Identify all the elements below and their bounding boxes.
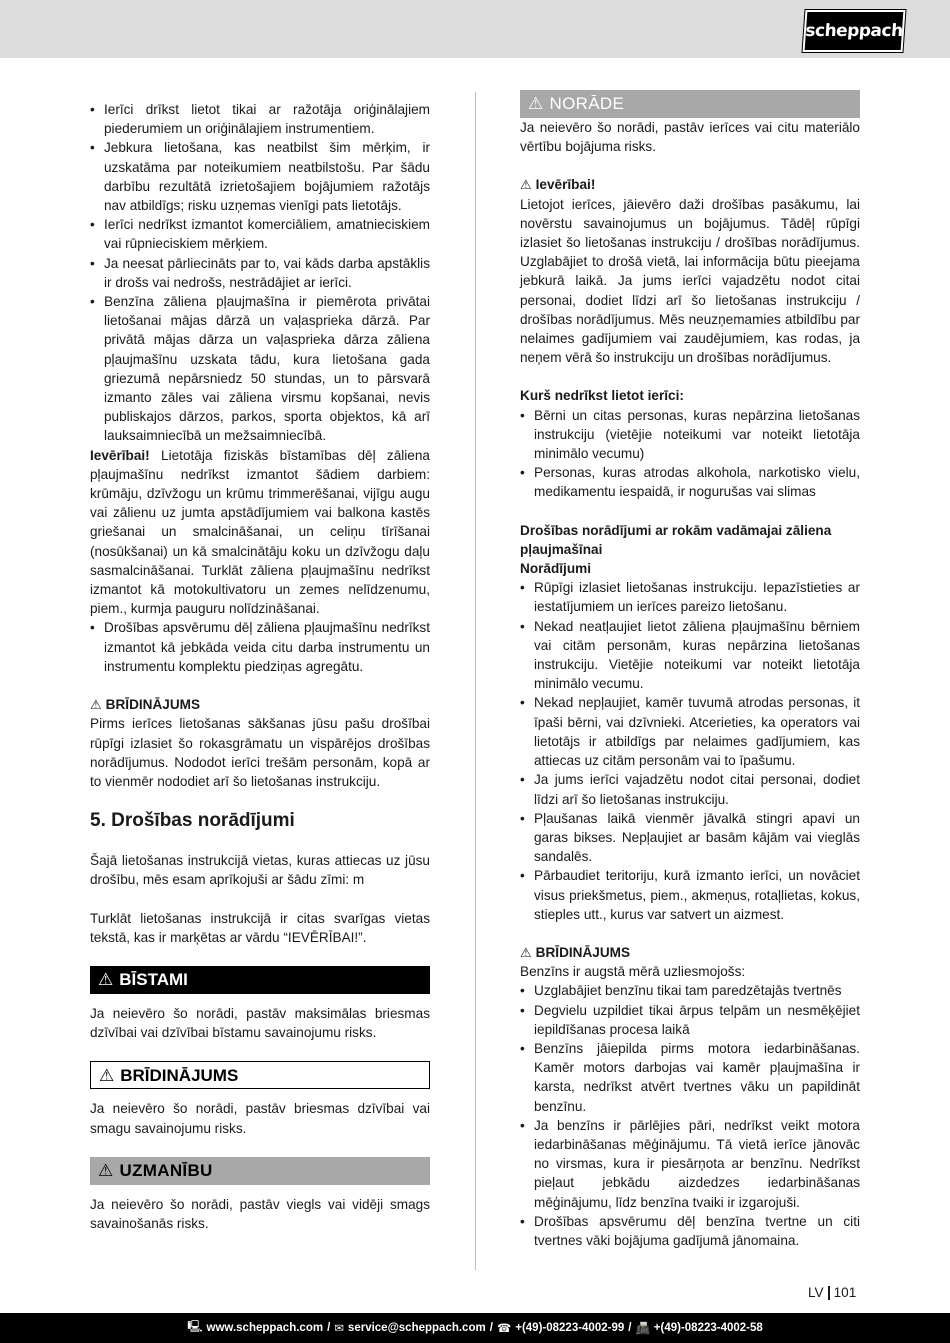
- notice-banner: [520, 90, 860, 118]
- list-item: • Nekad neatļaujiet lietot zāliena pļaujmašīnu bērniem vai citām personām, kuras nepārzina lietošanas instrukciju. Vietējie noteikumi var noteikt lietotāja minimālo vecumu.: [520, 617, 860, 694]
- caution-banner: [90, 1157, 430, 1185]
- danger-text: Ja neievēro šo norādi, pastāv maksimālas briesmas dzīvībai vai dzīvībai bīstamu savainojumu risks.: [90, 1005, 430, 1041]
- page-number-separator: [828, 1286, 830, 1300]
- list-item: • Ja benzīns ir pārlējies pāri, nedrīkst veikt motora iedarbināšanas mēģinājumu. Tā vietā ierīce jānovāc no virsmas, kura ir piesārņota ar benzīnu. Nedrīkst pieļaut jebkādu aizdedzes iedarbināšanas mēģinājumu, līdz benzīna tvaiki ir izgarojuši.: [520, 1116, 860, 1212]
- page-number: [808, 1285, 856, 1300]
- fuel-warning-intro: Benzīns ir augstā mērā uzliesmojošs:: [520, 964, 746, 980]
- scheppach-logo: scheppach: [803, 10, 906, 52]
- usage-bullet-list-2: [90, 618, 430, 676]
- list-item: • Pļaušanas laikā vienmēr jāvalkā stingri apavi un garas bikses. Nepļaujiet ar basām kājām vai vieglās sandalēs.: [520, 809, 860, 867]
- list-item: • Ja neesat pārliecināts par to, vai kāds darba apstāklis ir drošs vai nedrošs, nestrādājiet ar ierīci.: [90, 254, 430, 292]
- who-list: [520, 406, 860, 502]
- warning-title: BRĪDINĀJUMS: [105, 697, 201, 713]
- footer-website[interactable]: www.scheppach.com: [206, 1322, 324, 1334]
- list-item: • Ierīci nedrīkst izmantot komerciāliem, amatnieciskiem vai rūpnieciskiem mērķiem.: [90, 215, 430, 253]
- list-item: • Bērni un citas personas, kuras nepārzina lietošanas instrukciju (vietējie noteikumi var noteikt lietotāja minimālo vecumu): [520, 406, 860, 464]
- who-title: Kurš nedrīkst lietot ierīci:: [520, 388, 684, 404]
- fuel-warning-title: BRĪDINĀJUMS: [535, 944, 631, 960]
- warning-triangle-icon: ⚠: [520, 177, 532, 193]
- attention-text: Lietojot ierīces, jāievēro daži drošības pasākumu, lai novērstu savainojumus un bojājumus. Tādēļ rūpīgi izlasiet šo lietošanas instrukciju / drošības norādījumus. Uzglabājiet to drošā vietā, lai informācija būtu pieejama jebkurā laikā. Ja jums ierīci vajadzētu nodot citai personai, dodiet līdzi arī šo lietošanas instrukciju / drošības norādījumus. Mēs neuzņemamies atbildību par nelaimes gadījumiem vai zaudējumiem, kas rodas, ja neņem vērā šo instrukciju un drošības norādījumus.: [520, 196, 860, 366]
- warning-banner-text: Ja neievēro šo norādi, pastāv briesmas dzīvībai vai smagu savainojumu risks.: [90, 1101, 430, 1136]
- safety-subtitle: Norādījumi: [520, 561, 591, 577]
- footer-separator: /: [628, 1322, 632, 1334]
- danger-label: BĪSTAMI: [119, 970, 188, 990]
- list-item: • Jebkura lietošana, kas neatbilst šim mērķim, ir uzskatāma par noteikumiem neatbilstošu. Par šādu darbību rezultātā izrietošajiem bojājumiem ražotājs nav atbildīgs; risku uzņemas vienīgi pats lietotājs.: [90, 138, 430, 215]
- list-item: • Degvielu uzpildiet tikai ārpus telpām un nesmēķējiet iepildīšanas procesa laikā: [520, 1001, 860, 1039]
- list-item: • Rūpīgi izlasiet lietošanas instrukciju. Iepazīstieties ar iestatījumiem un ierīces pareizo lietošanu.: [520, 578, 860, 616]
- caution-text: Ja neievēro šo norādi, pastāv viegls vai vidēji smags savainošanās risks.: [90, 1196, 430, 1231]
- header-bar: [0, 0, 950, 58]
- danger-banner: [90, 966, 430, 994]
- section-paragraph-1: Šajā lietošanas instrukcijā vietas, kuras attiecas uz jūsu drošību, mēs esam aprīkojuši ar šādu zīmi: m: [90, 853, 430, 888]
- warning-banner: [90, 1061, 430, 1089]
- page-number-value: 101: [833, 1285, 857, 1300]
- footer-email[interactable]: service@scheppach.com: [347, 1322, 486, 1334]
- warning-heading: [90, 695, 430, 714]
- list-item: • Benzīna zāliena pļaujmašīna ir piemērota privātai lietošanai mājas dārzā un vaļasprieka dārzā. Par privātā mājas dārza un vaļasprieka dārza zāliena pļaujmašīnu uzskata tādu, kura lietošana gada griezumā nepārsniedz 50 stundas, un to pārsvarā izmanto zāles vai zāliena virsmu kopšanai, nevis publiskajos dārzos, parkos, sporta objektos, kā arī lauksaimniecībā un mežsaimniecībā.: [90, 292, 430, 446]
- warning-triangle-icon: ⚠: [520, 944, 532, 960]
- list-item: • Pārbaudiet teritoriju, kurā izmanto ierīci, un novāciet visus priekšmetus, piem., akmeņus, rotaļlietas, kokus, stieples utt., kurus var satvert un aizmest.: [520, 866, 860, 924]
- page-language: LV: [808, 1285, 824, 1300]
- safety-list: [520, 578, 860, 924]
- caution-label: UZMANĪBU: [119, 1161, 213, 1181]
- fax-icon: 📠: [635, 1323, 650, 1335]
- list-item: • Benzīns jāiepilda pirms motora iedarbināšanas. Kamēr motors darbojas vai kamēr pļaujmašīna ir karsta, nedrīkst atvērt tvertnes vāku un papildināt benzīnu.: [520, 1039, 860, 1116]
- list-item: • Personas, kuras atrodas alkohola, narkotisko vielu, medikamentu iespaidā, ir nogurušas vai slimas: [520, 463, 860, 501]
- footer-separator: /: [489, 1322, 493, 1334]
- mail-icon: ✉: [334, 1323, 344, 1335]
- notice-label: NORĀDE: [549, 94, 625, 114]
- attention-paragraph: [90, 446, 430, 619]
- warning-triangle-icon: ⚠: [98, 1161, 114, 1181]
- section-title: 5. Drošības norādījumi: [90, 810, 295, 832]
- safety-title: Drošības norādījumi ar rokām vadāmajai zāliena pļaujmašīnai: [520, 522, 832, 557]
- list-item: • Drošības apsvērumu dēļ benzīna tvertne un citi tvertnes vāki bojājuma gadījumā jānomaina.: [520, 1212, 860, 1250]
- attention-label: Ievērībai!: [90, 447, 150, 463]
- right-column: [520, 90, 860, 1250]
- list-item: • Uzglabājiet benzīnu tikai tam paredzētajās tvertnēs: [520, 981, 860, 1000]
- notice-text: Ja neievēro šo norādi, pastāv ierīces vai citu materiālo vērtību bojājuma risks.: [520, 120, 860, 155]
- footer-bar: [0, 1313, 950, 1343]
- list-item: • Drošības apsvērumu dēļ zāliena pļaujmašīnu nedrīkst izmantot kā jebkāda veida citu darba instrumentu un instrumentu komplektu piedziņas agregātu.: [90, 618, 430, 676]
- section-paragraph-2: Turklāt lietošanas instrukcijā ir citas svarīgas vietas tekstā, kas ir marķētas ar vārdu “IEVĒRĪBAI!”.: [90, 910, 430, 945]
- footer-fax: +(49)-08223-4002-58: [653, 1322, 763, 1334]
- warning-triangle-icon: ⚠: [528, 94, 544, 114]
- warning-triangle-icon: ⚠: [98, 970, 114, 990]
- fuel-warning-heading: [520, 943, 860, 962]
- phone-icon: ☎: [496, 1323, 512, 1335]
- attention-text: Lietotāja fiziskās bīstamības dēļ zāliena pļaujmašīnu nedrīkst izmantot šādiem darbiem: krūmāju, dzīvžogu un krūmu trimmerēšanai, vijīgu augu vai zālienu uz jumta apstādījumiem vai balkona kastēs griešanai un smalcināšanai, un celiņu tīrīšanai (nosūkšanai) un kā smalcinātāju koku un dzīvžogu daļu sasmalcināšanai. Turklāt zāliena pļaujmašīnu nedrīkst izmantot kā motokultivatoru un zemes nelīdzenumu, piem., kurmja pauguru nolīdzināšanai.: [90, 447, 430, 617]
- footer-phone: +(49)-08223-4002-99: [515, 1322, 625, 1334]
- warning-banner-label: BRĪDINĀJUMS: [120, 1065, 239, 1085]
- list-item: • Ja jums ierīci vajadzētu nodot citai personai, dodiet līdzi arī šo lietošanas instrukciju.: [520, 770, 860, 808]
- warning-triangle-icon: ⚠: [90, 697, 102, 713]
- computer-icon: 🖳: [187, 1320, 203, 1333]
- attention-heading: [520, 175, 860, 194]
- list-item: • Nekad nepļaujiet, kamēr tuvumā atrodas personas, it īpaši bērni, vai dzīvnieki. Atcerieties, ka operators vai lietotājs ir atbildīgs par nelaimes gadījumiem, kas attiecas uz citām personām vai to īpašumu.: [520, 693, 860, 770]
- column-divider: [475, 92, 476, 1270]
- attention-title: Ievērībai!: [535, 177, 596, 193]
- warning-text: Pirms ierīces lietošanas sākšanas jūsu pašu drošībai rūpīgi izlasiet šo rokasgrāmatu un vispārējos drošības norādījumus. Nododot ierīci trešām personām, kopā ar to vienmēr nododiet arī šo lietošanas instrukciju.: [90, 716, 430, 789]
- list-item: • Ierīci drīkst lietot tikai ar ražotāja oriģinālajiem piederumiem un oriģinālajiem instrumentiem.: [90, 100, 430, 138]
- warning-triangle-icon: ⚠: [99, 1065, 115, 1085]
- footer-separator: /: [327, 1322, 331, 1334]
- usage-bullet-list: [90, 100, 430, 446]
- fuel-warning-list: [520, 981, 860, 1250]
- left-column: [90, 100, 430, 1233]
